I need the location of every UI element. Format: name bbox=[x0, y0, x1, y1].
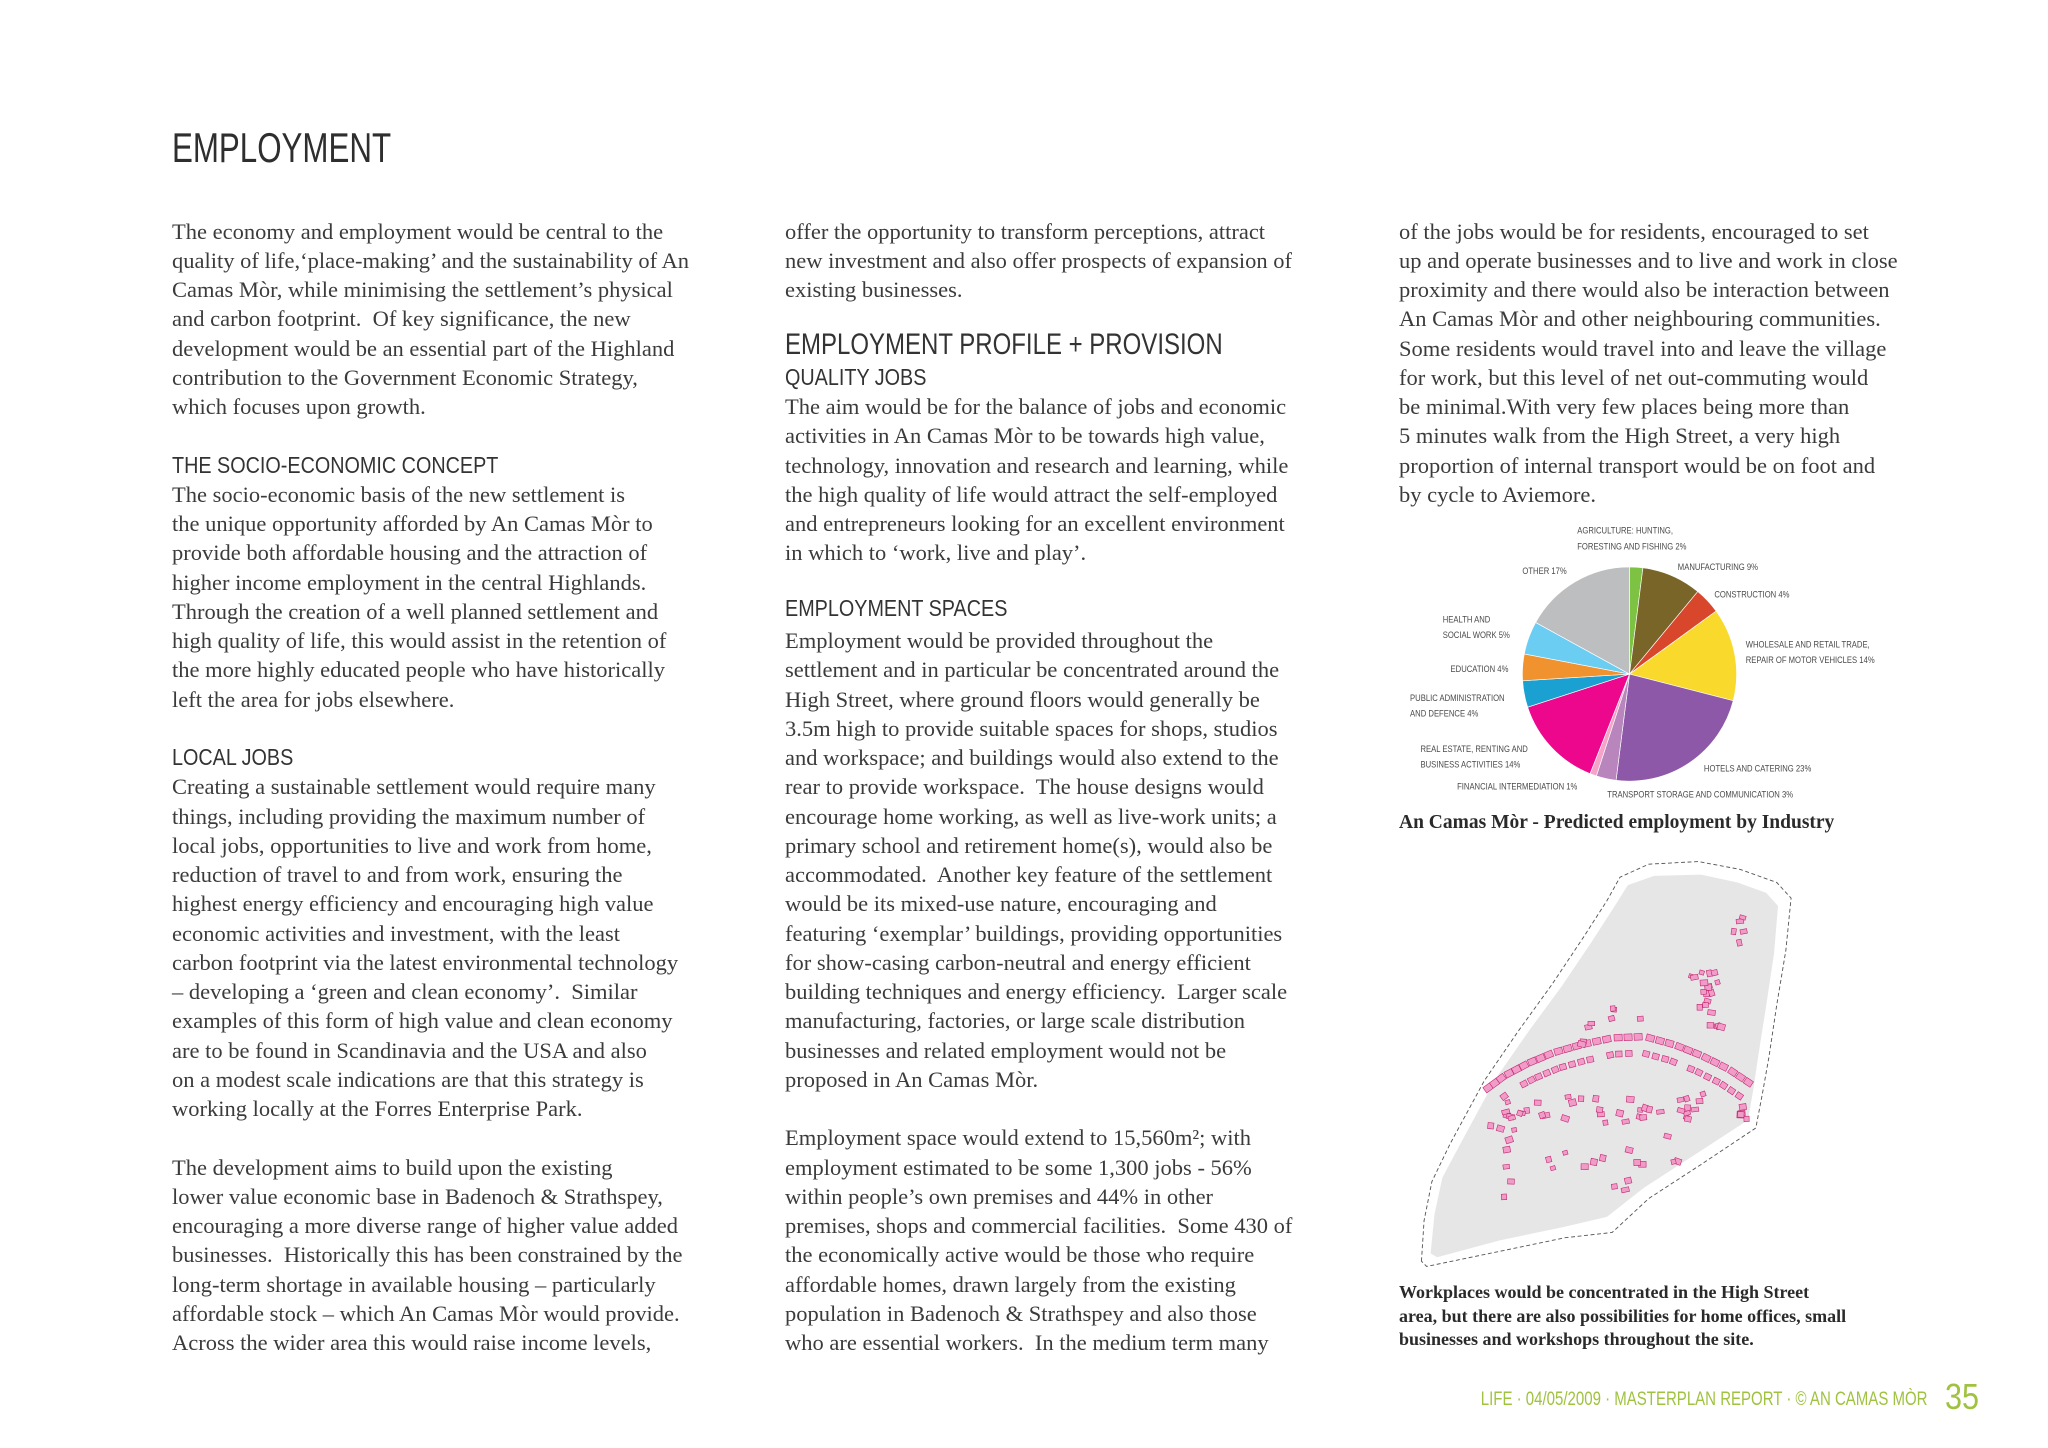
text-line: who are essential workers. In the medium term many bbox=[785, 1330, 1269, 1356]
text-line: building techniques and energy efficiency. Larger scale bbox=[785, 979, 1288, 1005]
text-line: proximity and there would also be interaction between bbox=[1399, 277, 1890, 303]
building bbox=[1684, 1116, 1691, 1123]
pie-label-education bbox=[1451, 663, 1509, 674]
text-line: Camas Mòr, while minimising the settlement’s physical bbox=[172, 277, 673, 303]
building bbox=[1690, 975, 1698, 981]
text-line: be minimal.With very few places being more than bbox=[1399, 394, 1850, 420]
chart-caption: An Camas Mòr - Predicted employment by Industry bbox=[1399, 812, 1835, 833]
text-line: Through the creation of a well planned settlement and bbox=[172, 598, 659, 624]
building bbox=[1743, 1117, 1748, 1122]
building bbox=[1545, 1157, 1551, 1164]
page-title: EMPLOYMENT bbox=[172, 124, 392, 171]
text-line: within people’s own premises and 44% in other bbox=[785, 1183, 1214, 1209]
building bbox=[1615, 1110, 1623, 1118]
text-line: would be its mixed-use nature, encouraging and bbox=[785, 891, 1217, 917]
text-line: affordable homes, drawn largely from the existing bbox=[785, 1271, 1236, 1297]
text-line: The development aims to build upon the existing bbox=[172, 1154, 613, 1180]
text-line: the more highly educated people who have historically bbox=[172, 657, 665, 683]
text-line: businesses and related employment would not be bbox=[785, 1037, 1227, 1063]
building bbox=[1633, 1034, 1641, 1041]
text-line: and carbon footprint. Of key significance, the new bbox=[172, 306, 631, 332]
building bbox=[1707, 1023, 1714, 1029]
pie-label-construction bbox=[1715, 589, 1790, 600]
text-line: 5 minutes walk from the High Street, a very high bbox=[1399, 423, 1841, 449]
pie-label-line: HEALTH AND bbox=[1443, 613, 1491, 625]
text-line: premises, shops and commercial facilities. Some 430 of bbox=[785, 1213, 1293, 1239]
text-line: businesses. Historically this has been constrained by the bbox=[172, 1242, 683, 1268]
building bbox=[1714, 980, 1720, 986]
building bbox=[1501, 1194, 1507, 1200]
text-line: An Camas Mòr and other neighbouring communities. bbox=[1399, 306, 1881, 332]
text-line: long-term shortage in available housing – particularly bbox=[172, 1271, 656, 1297]
text-line: local jobs, opportunities to live and work from home, bbox=[172, 832, 652, 858]
building bbox=[1487, 1123, 1494, 1130]
pie-label-line: AND DEFENCE 4% bbox=[1410, 707, 1479, 719]
text-line: businesses and workshops throughout the site. bbox=[1399, 1329, 1754, 1349]
text-line: population in Badenoch & Strathspey and also those bbox=[785, 1300, 1257, 1326]
text-line: lower value economic base in Badenoch & Strathspey, bbox=[172, 1183, 663, 1209]
text-line: the unique opportunity afforded by An Camas Mòr to bbox=[172, 511, 653, 537]
building bbox=[1736, 939, 1742, 946]
building bbox=[1511, 1128, 1516, 1133]
building bbox=[1702, 1003, 1708, 1008]
building bbox=[1596, 1107, 1603, 1113]
quality-jobs-paragraph bbox=[785, 392, 1288, 568]
text-line: High Street, where ground floors would generally be bbox=[785, 686, 1260, 712]
pie-label-line: PUBLIC ADMINISTRATION bbox=[1410, 692, 1505, 703]
pie-label-line: HOTELS AND CATERING 23% bbox=[1704, 762, 1812, 774]
text-line: contribution to the Government Economic Strategy, bbox=[172, 364, 638, 390]
pie-label-line: FINANCIAL INTERMEDIATION 1% bbox=[1457, 780, 1578, 792]
building bbox=[1642, 1051, 1650, 1058]
building bbox=[1625, 1051, 1632, 1057]
text-line: Workplaces would be concentrated in the High Street bbox=[1399, 1282, 1810, 1302]
building bbox=[1633, 1160, 1640, 1166]
pie-label-line: OTHER 17% bbox=[1522, 565, 1568, 577]
building bbox=[1586, 1056, 1594, 1063]
text-line: proportion of internal transport would be on foot and bbox=[1399, 452, 1876, 478]
heading-quality-jobs: QUALITY JOBS bbox=[785, 363, 927, 390]
building bbox=[1502, 1146, 1510, 1153]
building bbox=[1564, 1095, 1571, 1100]
text-line: development would be an essential part of the Highland bbox=[172, 335, 675, 361]
text-line: higher income employment in the central Highlands. bbox=[172, 569, 647, 595]
site-plan-map bbox=[1411, 855, 1796, 1273]
text-line: settlement and in particular be concentrated around the bbox=[785, 657, 1280, 683]
employment-pie-chart bbox=[1397, 516, 1933, 806]
building bbox=[1502, 1165, 1509, 1170]
building bbox=[1639, 1115, 1646, 1121]
building bbox=[1656, 1110, 1664, 1115]
text-line: featuring ‘exemplar’ buildings, providing opportunities bbox=[785, 920, 1283, 946]
pie-label-line: AGRICULTURE: HUNTING, bbox=[1577, 524, 1674, 536]
col2-continued-paragraph bbox=[785, 217, 1292, 305]
text-line: the high quality of life would attract the self-employed bbox=[785, 481, 1278, 507]
building bbox=[1581, 1164, 1588, 1170]
development-aims-paragraph bbox=[172, 1153, 683, 1358]
pie-label-other bbox=[1523, 565, 1568, 576]
text-line: existing businesses. bbox=[785, 277, 963, 303]
text-line: encourage home working, as well as live-work units; a bbox=[785, 803, 1277, 829]
text-line: by cycle to Aviemore. bbox=[1399, 481, 1597, 507]
building bbox=[1606, 1052, 1614, 1059]
building bbox=[1626, 1096, 1634, 1103]
pie-label-line: FORESTING AND FISHING 2% bbox=[1577, 540, 1687, 552]
text-line: of the jobs would be for residents, encouraged to set bbox=[1399, 218, 1869, 244]
pie-label-financial-intermediation bbox=[1457, 781, 1578, 792]
socio-economic-paragraph bbox=[172, 480, 666, 714]
text-line: high quality of life, this would assist in the retention of bbox=[172, 628, 667, 654]
building bbox=[1613, 1035, 1621, 1042]
text-line: the economically active would be those who require bbox=[785, 1242, 1255, 1268]
text-line: Employment space would extend to 15,560m²; with bbox=[785, 1125, 1252, 1151]
employment-spaces-paragraph bbox=[785, 626, 1287, 1094]
building bbox=[1710, 970, 1717, 977]
text-line: primary school and retirement home(s), would also be bbox=[785, 832, 1273, 858]
text-line: up and operate businesses and to live and work in close bbox=[1399, 247, 1898, 273]
text-line: on a modest scale indications are that this strategy is bbox=[172, 1066, 644, 1092]
pie-label-line: REAL ESTATE, RENTING AND bbox=[1420, 743, 1529, 754]
text-line: encouraging a more diverse range of higher value added bbox=[172, 1213, 679, 1239]
text-line: in which to ‘work, live and play’. bbox=[785, 540, 1087, 566]
text-line: technology, innovation and research and learning, while bbox=[785, 452, 1289, 478]
building bbox=[1637, 1017, 1643, 1022]
text-line: things, including providing the maximum number of bbox=[172, 803, 646, 829]
building bbox=[1578, 1096, 1584, 1102]
pie-label-line: SOCIAL WORK 5% bbox=[1443, 629, 1511, 641]
building bbox=[1615, 1051, 1622, 1057]
text-line: activities in An Camas Mòr to be towards high value, bbox=[785, 423, 1265, 449]
building bbox=[1684, 1105, 1690, 1111]
building bbox=[1739, 929, 1747, 935]
text-line: manufacturing, factories, or large scale distribution bbox=[785, 1008, 1246, 1034]
building bbox=[1623, 1034, 1631, 1041]
pie-label-line: CONSTRUCTION 4% bbox=[1714, 588, 1790, 600]
text-line: Across the wider area this would raise income levels, bbox=[172, 1330, 652, 1356]
text-line: and workspace; and buildings would also extend to the bbox=[785, 745, 1279, 771]
pie-label-health-social-work bbox=[1443, 614, 1511, 641]
building bbox=[1670, 1159, 1676, 1164]
building bbox=[1587, 1022, 1594, 1026]
building bbox=[1695, 1099, 1702, 1105]
text-line: affordable stock – which An Camas Mòr would provide. bbox=[172, 1300, 680, 1326]
building bbox=[1697, 1005, 1702, 1011]
text-line: employment estimated to be some 1,300 jobs - 56% bbox=[785, 1154, 1252, 1180]
building bbox=[1592, 1038, 1601, 1046]
building bbox=[1568, 1099, 1577, 1107]
building bbox=[1602, 1036, 1611, 1044]
pie-label-agriculture bbox=[1578, 525, 1688, 552]
text-line: working locally at the Forres Enterprise Park. bbox=[172, 1096, 583, 1122]
text-line: economic activities and investment, with the least bbox=[172, 920, 621, 946]
pie-slices bbox=[1523, 567, 1737, 781]
building bbox=[1661, 1056, 1669, 1063]
text-line: – developing a ‘green and clean economy’. Similar bbox=[172, 979, 638, 1005]
building bbox=[1610, 1006, 1615, 1012]
pie-label-line: BUSINESS ACTIVITIES 14% bbox=[1420, 758, 1521, 770]
text-line: Creating a sustainable settlement would require many bbox=[172, 774, 656, 800]
text-line: Employment would be provided throughout the bbox=[785, 628, 1214, 654]
text-line: provide both affordable housing and the attraction of bbox=[172, 540, 648, 566]
heading-local-jobs: LOCAL JOBS bbox=[172, 744, 294, 771]
page-number: 35 bbox=[1944, 1376, 1979, 1418]
building bbox=[1611, 1184, 1617, 1190]
building bbox=[1651, 1053, 1659, 1060]
pie-label-line: REPAIR OF MOTOR VEHICLES 14% bbox=[1746, 654, 1876, 666]
building bbox=[1602, 1120, 1607, 1126]
text-line: The economy and employment would be central to the bbox=[172, 218, 664, 244]
building bbox=[1534, 1100, 1541, 1106]
local-jobs-paragraph bbox=[172, 772, 678, 1123]
text-line: examples of this form of high value and clean economy bbox=[172, 1008, 673, 1034]
pie-label-line: EDUCATION 4% bbox=[1450, 663, 1509, 675]
text-line: which focuses upon growth. bbox=[172, 394, 426, 420]
text-line: left the area for jobs elsewhere. bbox=[172, 686, 455, 712]
building bbox=[1599, 1155, 1606, 1162]
building bbox=[1621, 1119, 1629, 1125]
pie-label-wholesale-retail bbox=[1746, 639, 1875, 666]
employment-space-figures-paragraph bbox=[785, 1123, 1292, 1357]
text-line: carbon footprint via the latest environmental technology bbox=[172, 949, 679, 975]
text-line: The socio-economic basis of the new settlement is bbox=[172, 481, 625, 507]
pie-label-line: TRANSPORT STORAGE AND COMMUNICATION 3% bbox=[1607, 788, 1794, 800]
heading-employment-spaces: EMPLOYMENT SPACES bbox=[785, 595, 1008, 621]
text-line: for work, but this level of net out-commuting would bbox=[1399, 364, 1869, 390]
building bbox=[1738, 1104, 1746, 1111]
text-line: 3.5m high to provide suitable spaces for shops, studios bbox=[785, 715, 1278, 741]
building bbox=[1730, 929, 1735, 935]
text-line: and entrepreneurs looking for an excellent environment bbox=[785, 511, 1285, 537]
pie-label-public-administration bbox=[1410, 692, 1505, 719]
text-line: proposed in An Camas Mòr. bbox=[785, 1066, 1039, 1092]
building bbox=[1590, 1159, 1598, 1167]
building bbox=[1624, 1177, 1632, 1184]
building bbox=[1691, 1107, 1699, 1112]
text-line: rear to provide workspace. The house designs would bbox=[785, 774, 1264, 800]
text-line: for show-casing carbon-neutral and energy efficient bbox=[785, 949, 1251, 975]
building bbox=[1646, 1106, 1653, 1113]
map-caption bbox=[1399, 1281, 1846, 1352]
text-line: accommodated. Another key feature of the settlement bbox=[785, 862, 1273, 888]
building bbox=[1676, 1097, 1683, 1103]
pie-label-line: MANUFACTURING 9% bbox=[1678, 561, 1759, 573]
pie-label-manufacturing bbox=[1678, 561, 1759, 572]
text-line: reduction of travel to and from work, ensuring the bbox=[172, 862, 623, 888]
building bbox=[1700, 980, 1708, 986]
text-line: highest energy efficiency and encouraging high value bbox=[172, 891, 654, 917]
pie-label-real-estate bbox=[1421, 743, 1528, 770]
pie-label-transport-communication bbox=[1608, 789, 1794, 800]
text-line: new investment and also offer prospects of expansion of bbox=[785, 247, 1292, 273]
text-line: quality of life,‘place-making’ and the sustainability of An bbox=[172, 247, 689, 273]
col3-continued-paragraph bbox=[1399, 217, 1898, 510]
building bbox=[1592, 1096, 1599, 1103]
building bbox=[1562, 1151, 1568, 1156]
col1-intro-paragraph bbox=[172, 217, 689, 422]
pie-label-hotels-catering bbox=[1704, 763, 1812, 774]
heading-employment-profile: EMPLOYMENT PROFILE + PROVISION bbox=[785, 327, 1223, 361]
building bbox=[1698, 970, 1704, 975]
footer-text: LIFE · 04/05/2009 · MASTERPLAN REPORT · © AN CAMAS MÒR bbox=[1481, 1388, 1928, 1410]
text-line: The aim would be for the balance of jobs and economic bbox=[785, 394, 1287, 420]
building bbox=[1507, 1179, 1514, 1184]
building bbox=[1707, 1010, 1715, 1016]
text-line: Some residents would travel into and leave the village bbox=[1399, 335, 1887, 361]
building bbox=[1737, 1112, 1744, 1118]
heading-socio-economic-concept: THE SOCIO-ECONOMIC CONCEPT bbox=[172, 451, 499, 478]
text-line: are to be found in Scandinavia and the USA and also bbox=[172, 1037, 647, 1063]
text-line: area, but there are also possibilities for home offices, small bbox=[1399, 1305, 1847, 1326]
building bbox=[1700, 990, 1706, 995]
pie-label-line: WHOLESALE AND RETAIL TRADE, bbox=[1746, 638, 1871, 650]
text-line: offer the opportunity to transform perceptions, attract bbox=[785, 218, 1266, 244]
